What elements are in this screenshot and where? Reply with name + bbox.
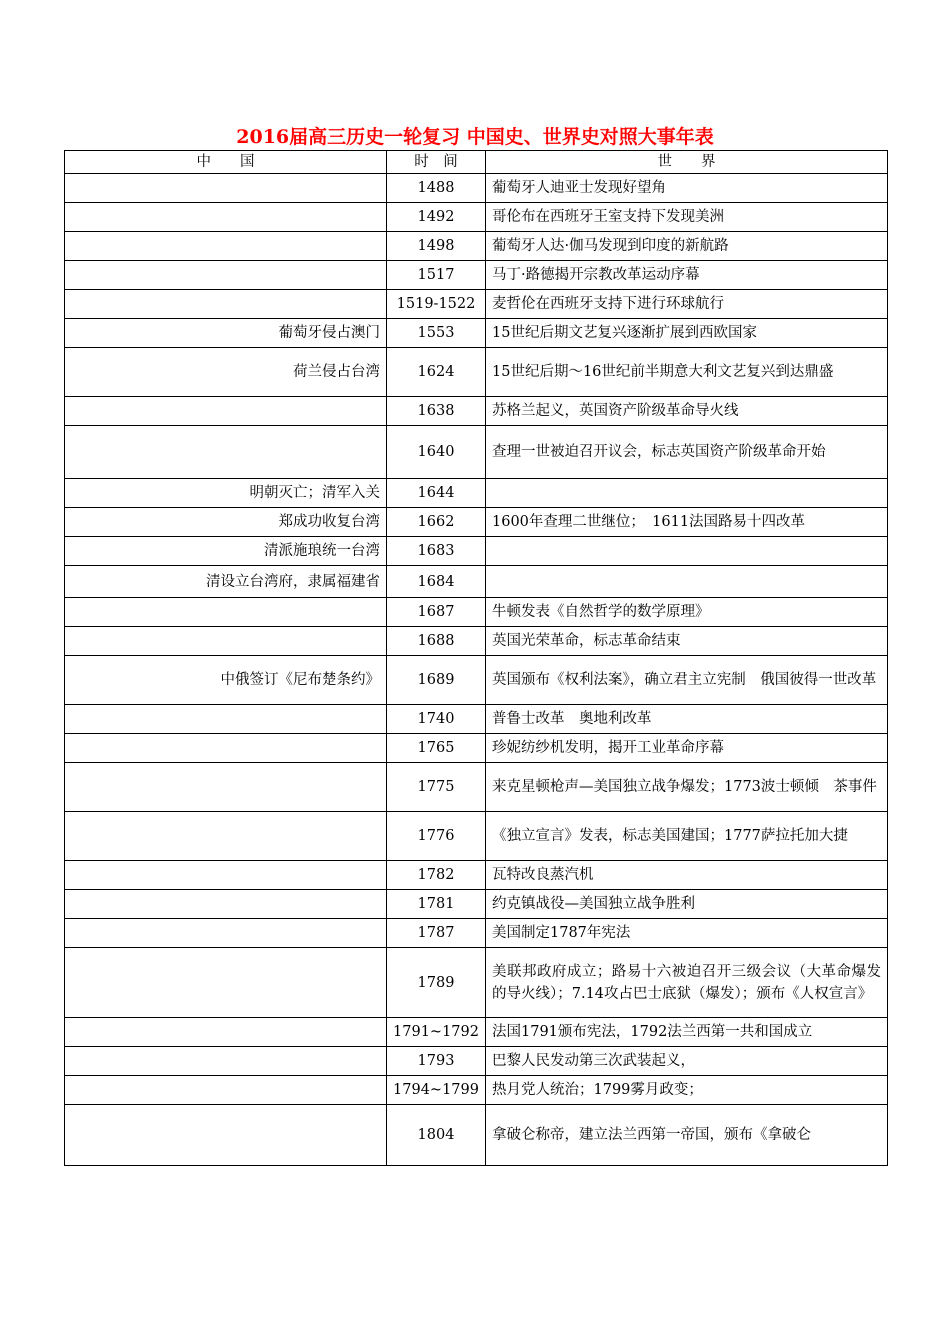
year-cell: 1644	[387, 479, 486, 508]
table-row	[65, 508, 888, 537]
china-event-cell	[65, 890, 387, 919]
year-cell: 1794~1799	[387, 1076, 486, 1105]
table-row	[65, 426, 888, 479]
world-event-cell: 英国光荣革命，标志革命结束	[486, 627, 888, 656]
table-row	[65, 890, 888, 919]
year-cell: 1791~1792	[387, 1018, 486, 1047]
year-cell: 1804	[387, 1105, 486, 1166]
world-event-cell: 哥伦布在西班牙王室支持下发现美洲	[486, 203, 888, 232]
china-event-cell: 清派施琅统一台湾	[65, 537, 387, 566]
table-row	[65, 232, 888, 261]
year-cell: 1488	[387, 174, 486, 203]
table-row	[65, 397, 888, 426]
year-cell: 1688	[387, 627, 486, 656]
china-event-cell	[65, 763, 387, 812]
world-event-cell: 巴黎人民发动第三次武装起义，	[486, 1047, 888, 1076]
china-event-cell	[65, 1076, 387, 1105]
world-event-cell: 麦哲伦在西班牙支持下进行环球航行	[486, 290, 888, 319]
china-event-cell: 清设立台湾府，隶属福建省	[65, 566, 387, 598]
table-row	[65, 656, 888, 705]
china-event-cell	[65, 705, 387, 734]
table-row	[65, 598, 888, 627]
china-event-cell	[65, 290, 387, 319]
table-row	[65, 479, 888, 508]
world-event-cell: 15世纪后期～16世纪前半期意大利文艺复兴到达鼎盛	[486, 348, 888, 397]
world-event-cell: 查理一世被迫召开议会，标志英国资产阶级革命开始	[486, 426, 888, 479]
header-year: 时 间	[387, 151, 486, 174]
world-event-cell: 热月党人统治；1799雾月政变；	[486, 1076, 888, 1105]
table-row	[65, 1105, 888, 1166]
header-china: 中 国	[65, 151, 387, 174]
year-cell: 1553	[387, 319, 486, 348]
world-event-cell: 美联邦政府成立；路易十六被迫召开三级会议（大革命爆发的导火线）；7.14攻占巴士底狱（爆发）；颁布《人权宣言》	[486, 948, 888, 1018]
table-row	[65, 537, 888, 566]
year-cell: 1789	[387, 948, 486, 1018]
year-cell: 1498	[387, 232, 486, 261]
world-event-cell: 15世纪后期文艺复兴逐渐扩展到西欧国家	[486, 319, 888, 348]
china-event-cell: 葡萄牙侵占澳门	[65, 319, 387, 348]
china-event-cell	[65, 397, 387, 426]
world-event-cell: 《独立宣言》发表，标志美国建国；1777萨拉托加大捷	[486, 812, 888, 861]
table-row	[65, 1047, 888, 1076]
table-row	[65, 174, 888, 203]
table-body	[65, 174, 888, 1166]
table-row	[65, 261, 888, 290]
table-row	[65, 1018, 888, 1047]
world-event-cell: 牛顿发表《自然哲学的数学原理》	[486, 598, 888, 627]
world-event-cell: 葡萄牙人迪亚士发现好望角	[486, 174, 888, 203]
header-world: 世 界	[486, 151, 888, 174]
year-cell: 1492	[387, 203, 486, 232]
year-cell: 1519-1522	[387, 290, 486, 319]
world-event-cell	[486, 566, 888, 598]
year-cell: 1775	[387, 763, 486, 812]
year-cell: 1689	[387, 656, 486, 705]
china-event-cell	[65, 426, 387, 479]
year-cell: 1662	[387, 508, 486, 537]
table-row	[65, 948, 888, 1018]
table-row	[65, 705, 888, 734]
china-event-cell	[65, 1018, 387, 1047]
table-row	[65, 319, 888, 348]
table-row	[65, 566, 888, 598]
world-event-cell: 法国1791颁布宪法，1792法兰西第一共和国成立	[486, 1018, 888, 1047]
china-event-cell	[65, 812, 387, 861]
world-event-cell: 拿破仑称帝，建立法兰西第一帝国，颁布《拿破仑	[486, 1105, 888, 1166]
table-row	[65, 627, 888, 656]
world-event-cell: 瓦特改良蒸汽机	[486, 861, 888, 890]
china-event-cell	[65, 919, 387, 948]
china-event-cell	[65, 261, 387, 290]
year-cell: 1687	[387, 598, 486, 627]
table-row	[65, 763, 888, 812]
china-event-cell: 荷兰侵占台湾	[65, 348, 387, 397]
world-event-cell: 葡萄牙人达·伽马发现到印度的新航路	[486, 232, 888, 261]
year-cell: 1765	[387, 734, 486, 763]
world-event-cell: 约克镇战役—美国独立战争胜利	[486, 890, 888, 919]
world-event-cell: 苏格兰起义，英国资产阶级革命导火线	[486, 397, 888, 426]
china-event-cell: 中俄签订《尼布楚条约》	[65, 656, 387, 705]
world-event-cell: 来克星顿枪声—美国独立战争爆发；1773波士顿倾 茶事件	[486, 763, 888, 812]
china-event-cell	[65, 948, 387, 1018]
year-cell: 1781	[387, 890, 486, 919]
china-event-cell	[65, 861, 387, 890]
table-row	[65, 734, 888, 763]
world-event-cell: 美国制定1787年宪法	[486, 919, 888, 948]
table-row	[65, 203, 888, 232]
year-cell: 1782	[387, 861, 486, 890]
year-cell: 1684	[387, 566, 486, 598]
china-event-cell: 郑成功收复台湾	[65, 508, 387, 537]
world-event-cell: 英国颁布《权利法案》，确立君主立宪制 俄国彼得一世改革	[486, 656, 888, 705]
china-event-cell	[65, 203, 387, 232]
year-cell: 1740	[387, 705, 486, 734]
year-cell: 1793	[387, 1047, 486, 1076]
world-event-cell: 马丁·路德揭开宗教改革运动序幕	[486, 261, 888, 290]
year-cell: 1683	[387, 537, 486, 566]
year-cell: 1638	[387, 397, 486, 426]
table-row	[65, 348, 888, 397]
china-event-cell	[65, 734, 387, 763]
world-event-cell: 普鲁士改革 奥地利改革	[486, 705, 888, 734]
world-event-cell	[486, 537, 888, 566]
china-event-cell: 明朝灭亡；清军入关	[65, 479, 387, 508]
world-event-cell: 1600年查理二世继位； 1611法国路易十四改革	[486, 508, 888, 537]
year-cell: 1787	[387, 919, 486, 948]
china-event-cell	[65, 627, 387, 656]
table-header-row	[65, 151, 888, 174]
table-row	[65, 861, 888, 890]
table-row	[65, 812, 888, 861]
china-event-cell	[65, 174, 387, 203]
year-cell: 1624	[387, 348, 486, 397]
china-event-cell	[65, 598, 387, 627]
world-event-cell	[486, 479, 888, 508]
china-event-cell	[65, 232, 387, 261]
year-cell: 1776	[387, 812, 486, 861]
chronology-table	[64, 150, 888, 1166]
year-cell: 1640	[387, 426, 486, 479]
china-event-cell	[65, 1047, 387, 1076]
world-event-cell: 珍妮纺纱机发明，揭开工业革命序幕	[486, 734, 888, 763]
china-event-cell	[65, 1105, 387, 1166]
page-title: 2016届高三历史一轮复习 中国史、世界史对照大事年表	[236, 126, 714, 148]
table-row	[65, 290, 888, 319]
table-row	[65, 1076, 888, 1105]
year-cell: 1517	[387, 261, 486, 290]
table-row	[65, 919, 888, 948]
